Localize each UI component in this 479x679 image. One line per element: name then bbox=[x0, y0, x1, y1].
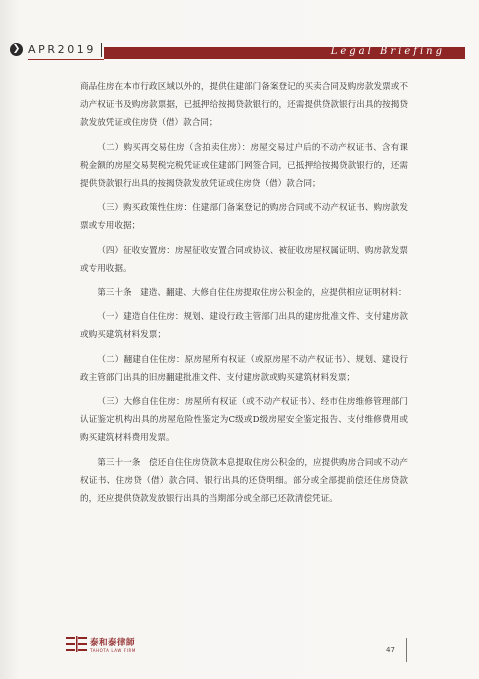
text-cursor bbox=[101, 43, 102, 57]
firm-name-cn: 泰和泰律師 bbox=[90, 638, 136, 648]
paragraph: （四）征收安置房：房屋征收安置合同或协议、被征收房屋权属证明、购房款发票或专用收据。 bbox=[80, 245, 408, 274]
paragraph: （三）大修自住住房：房屋所有权证（或不动产权证书）、经市住房维修管理部门认证鉴定机构出具的房屋危险性鉴定为C级或D级房屋安全鉴定报告、支付维修费用或购买建筑材料费用发票。 bbox=[80, 397, 408, 444]
page-footer bbox=[0, 632, 479, 662]
paragraph: （一）建造自住住房：规划、建设行政主管部门出具的建房批准文件、支付建房款或购买建筑材料发票； bbox=[80, 312, 408, 341]
chevron-right-icon: ❯ bbox=[10, 43, 23, 56]
footer-rule bbox=[406, 638, 407, 662]
paragraph: （二）购买再交易住房（含拍卖住房）：房屋交易过户后的不动产权证书、含有课税金额的房屋交易契税完税凭证或住建部门网签合同，已抵押给按揭贷款银行的，还需提供贷款银行出具的按揭贷款发放凭证或住房贷（借）款合同； bbox=[80, 142, 408, 190]
article-body bbox=[80, 78, 408, 514]
firm-name-en: TAHOTA LAW FIRM bbox=[90, 648, 136, 653]
publication-title: Legal Briefing bbox=[330, 46, 445, 57]
page-number: 47 bbox=[386, 646, 395, 654]
paragraph: （二）翻建自住住房：原房屋所有权证（或原房屋不动产权证书）、规划、建设行政主管部门出具的旧房翻建批准文件、支付建房款或购买建筑材料发票； bbox=[80, 354, 408, 383]
page-header bbox=[0, 40, 479, 60]
paragraph: 第三十条 建造、翻建、大修自住住房提取住房公积金的，应提供相应证明材料： bbox=[97, 288, 407, 299]
header-banner bbox=[104, 47, 465, 59]
issue-date: APR2019 bbox=[28, 43, 96, 56]
paragraph: 商品住房在本市行政区域以外的，提供住建部门备案登记的买卖合同及购房款发票或不动产权证书及购房款票据，已抵押给按揭贷款银行的，还需提供贷款银行出具的按揭贷款发放凭证或住房贷（借）款合同； bbox=[80, 82, 408, 129]
paragraph: 第三十一条 偿还自住住房贷款本息提取住房公积金的，应提供购房合同或不动产权证书、住房贷（借）款合同、银行出具的还贷明细。部分或全部提前偿还住房贷款的，还应提供贷款发放银行出具的当期部分或全部已还款清偿凭证。 bbox=[80, 457, 408, 505]
law-firm-logo-icon bbox=[66, 636, 88, 652]
header-rule bbox=[28, 59, 104, 60]
paragraph: （三）购买政策性住房：住建部门备案登记的购房合同或不动产权证书、购房款发票或专用收据； bbox=[80, 203, 408, 232]
